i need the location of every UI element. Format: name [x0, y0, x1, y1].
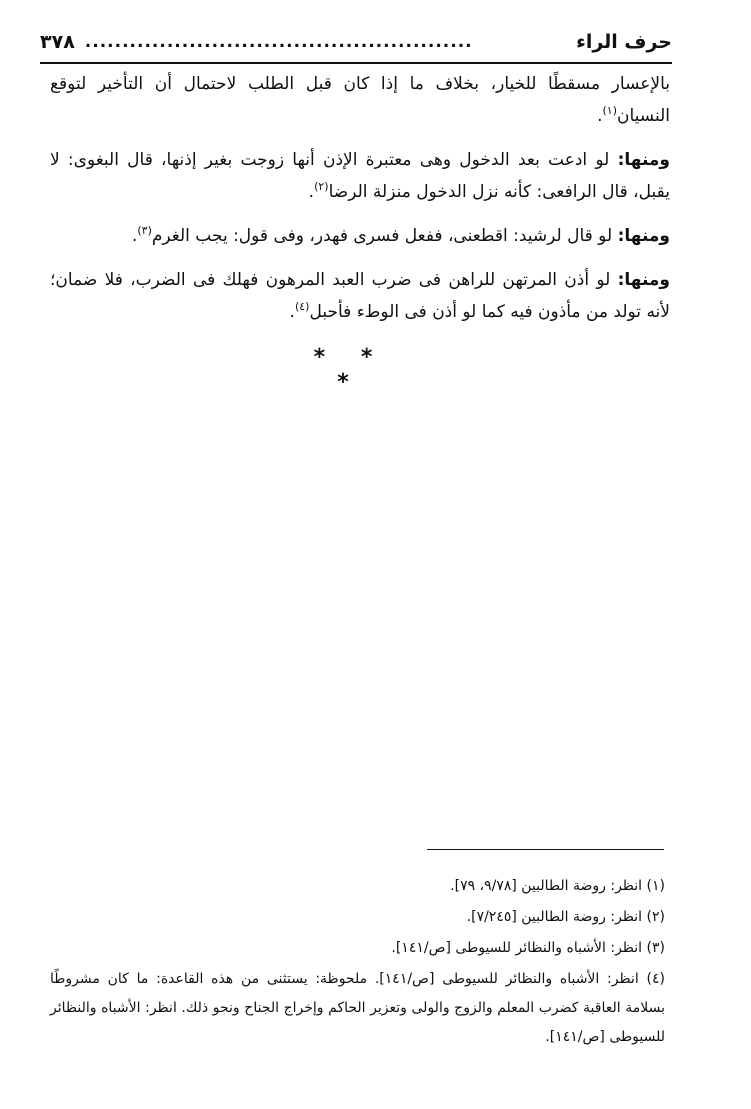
paragraph-1-end: . — [597, 106, 603, 126]
header-rule — [40, 62, 672, 64]
footnote-ref-1: (١) — [602, 104, 617, 117]
footnote-4: (٤) انظر: الأشباه والنظائر للسيوطى [ص/١٤١]. ملحوظة: يستثنى من هذه القاعدة: ما كان مشروطًا بسلامة العاقبة كضرب المعلم والزوج والولى وتعزير الحاكم وإخراج الجناح ونحو ذلك. انظر: الأشباه والنظائر للسيوطى [ص/١٤١]. — [50, 971, 665, 1045]
paragraph-3-lead: ومنها: — [617, 226, 670, 246]
paragraph-3 — [50, 220, 670, 252]
paragraph-2-text: لو ادعت بعد الدخول وهى معتبرة الإذن أنها زوجت بغير إذنها، قال البغوى: لا يقبل، قال الرافعى: كأنه نزل الدخول منزلة الرضا — [50, 150, 670, 202]
footnote-2: (٢) انظر: روضة الطالبين [٧/٢٤٥]. — [466, 909, 665, 925]
paragraph-1-text: بالإعسار مسقطًا للخيار، بخلاف ما إذا كان قبل الطلب لاحتمال أن التأخير لتوقع النسيان — [50, 74, 670, 126]
main-text — [50, 68, 670, 340]
paragraph-2-lead: ومنها: — [617, 150, 670, 170]
paragraph-4-lead: ومنها: — [617, 270, 670, 290]
section-separator: * * * — [313, 345, 387, 395]
paragraph-2 — [50, 144, 670, 208]
paragraph-3-end: . — [131, 226, 138, 246]
paragraph-4 — [50, 264, 670, 328]
footnote-rule — [427, 849, 664, 850]
footnote-ref-3: (٣) — [137, 224, 152, 237]
footnote-ref-4: (٤) — [294, 300, 310, 313]
paragraph-4-end: . — [289, 302, 295, 322]
footnotes — [50, 872, 665, 1054]
paragraph-1 — [50, 68, 670, 132]
footnote-ref-2: (٢) — [314, 180, 329, 193]
header-dots: .................................................... — [84, 32, 473, 52]
header-left-group — [40, 31, 473, 53]
paragraph-4-text: لو أذن المرتهن للراهن فى ضرب العبد المرهون فهلك فى الضرب، فلا ضمان؛ لأنه تولد من مأذون فيه كما لو أذن فى الوطء فأحبل — [50, 270, 670, 322]
page-number: ٣٧٨ — [40, 31, 75, 53]
paragraph-3-text: لو قال لرشيد: اقطعنى، ففعل فسرى فهدر، وفى قول: يجب الغرم — [151, 226, 618, 246]
footnote-1: (١) انظر: روضة الطالبين [٩/٧٨، ٧٩]. — [450, 878, 665, 894]
paragraph-2-end: . — [308, 182, 315, 202]
footnote-3: (٣) انظر: الأشباه والنظائر للسيوطى [ص/١٤١]. — [391, 940, 665, 956]
chapter-title: حرف الراء — [576, 31, 672, 53]
page-header — [40, 24, 672, 60]
